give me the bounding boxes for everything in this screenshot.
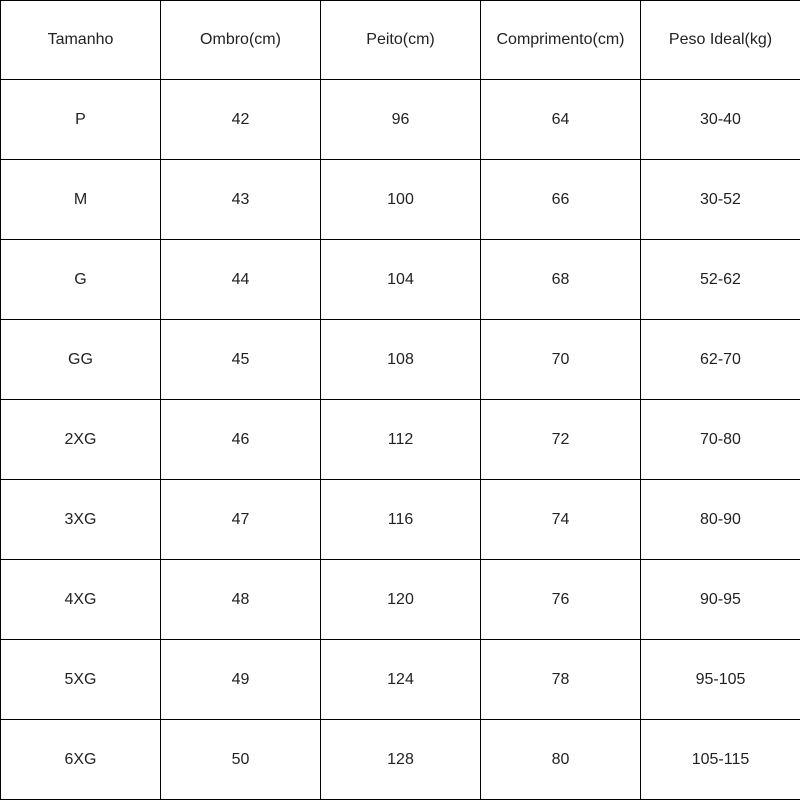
cell-chest: 112 — [321, 400, 481, 480]
header-chest: Peito(cm) — [321, 1, 481, 80]
cell-shoulder: 47 — [161, 480, 321, 560]
cell-ideal-weight: 95-105 — [641, 640, 800, 720]
cell-size: 3XG — [1, 480, 161, 560]
header-size: Tamanho — [1, 1, 161, 80]
cell-size: G — [1, 240, 161, 320]
cell-length: 64 — [481, 80, 641, 160]
cell-size: 2XG — [1, 400, 161, 480]
cell-length: 78 — [481, 640, 641, 720]
table-header — [1, 1, 800, 80]
header-length: Comprimento(cm) — [481, 1, 641, 80]
cell-chest: 120 — [321, 560, 481, 640]
cell-shoulder: 45 — [161, 320, 321, 400]
cell-chest: 124 — [321, 640, 481, 720]
cell-ideal-weight: 30-52 — [641, 160, 800, 240]
table-row — [1, 560, 800, 640]
table-row — [1, 640, 800, 720]
table-row — [1, 400, 800, 480]
header-ideal-weight: Peso Ideal(kg) — [641, 1, 800, 80]
cell-size: 5XG — [1, 640, 161, 720]
table-row — [1, 320, 800, 400]
cell-size: M — [1, 160, 161, 240]
cell-shoulder: 49 — [161, 640, 321, 720]
cell-ideal-weight: 80-90 — [641, 480, 800, 560]
cell-ideal-weight: 105-115 — [641, 720, 800, 800]
cell-chest: 100 — [321, 160, 481, 240]
cell-shoulder: 42 — [161, 80, 321, 160]
cell-chest: 104 — [321, 240, 481, 320]
cell-shoulder: 48 — [161, 560, 321, 640]
table-row — [1, 240, 800, 320]
cell-size: GG — [1, 320, 161, 400]
cell-length: 68 — [481, 240, 641, 320]
cell-ideal-weight: 90-95 — [641, 560, 800, 640]
header-row — [1, 1, 800, 80]
cell-chest: 116 — [321, 480, 481, 560]
cell-length: 72 — [481, 400, 641, 480]
cell-shoulder: 50 — [161, 720, 321, 800]
cell-length: 66 — [481, 160, 641, 240]
table-row — [1, 720, 800, 800]
cell-length: 74 — [481, 480, 641, 560]
cell-chest: 128 — [321, 720, 481, 800]
cell-ideal-weight: 62-70 — [641, 320, 800, 400]
cell-size: P — [1, 80, 161, 160]
cell-ideal-weight: 52-62 — [641, 240, 800, 320]
header-shoulder: Ombro(cm) — [161, 1, 321, 80]
table-row — [1, 80, 800, 160]
cell-ideal-weight: 30-40 — [641, 80, 800, 160]
cell-length: 76 — [481, 560, 641, 640]
table-body — [1, 80, 800, 800]
cell-size: 4XG — [1, 560, 161, 640]
cell-length: 80 — [481, 720, 641, 800]
cell-ideal-weight: 70-80 — [641, 400, 800, 480]
cell-length: 70 — [481, 320, 641, 400]
cell-shoulder: 44 — [161, 240, 321, 320]
table-row — [1, 480, 800, 560]
cell-chest: 108 — [321, 320, 481, 400]
table-row — [1, 160, 800, 240]
cell-size: 6XG — [1, 720, 161, 800]
cell-shoulder: 46 — [161, 400, 321, 480]
cell-chest: 96 — [321, 80, 481, 160]
cell-shoulder: 43 — [161, 160, 321, 240]
